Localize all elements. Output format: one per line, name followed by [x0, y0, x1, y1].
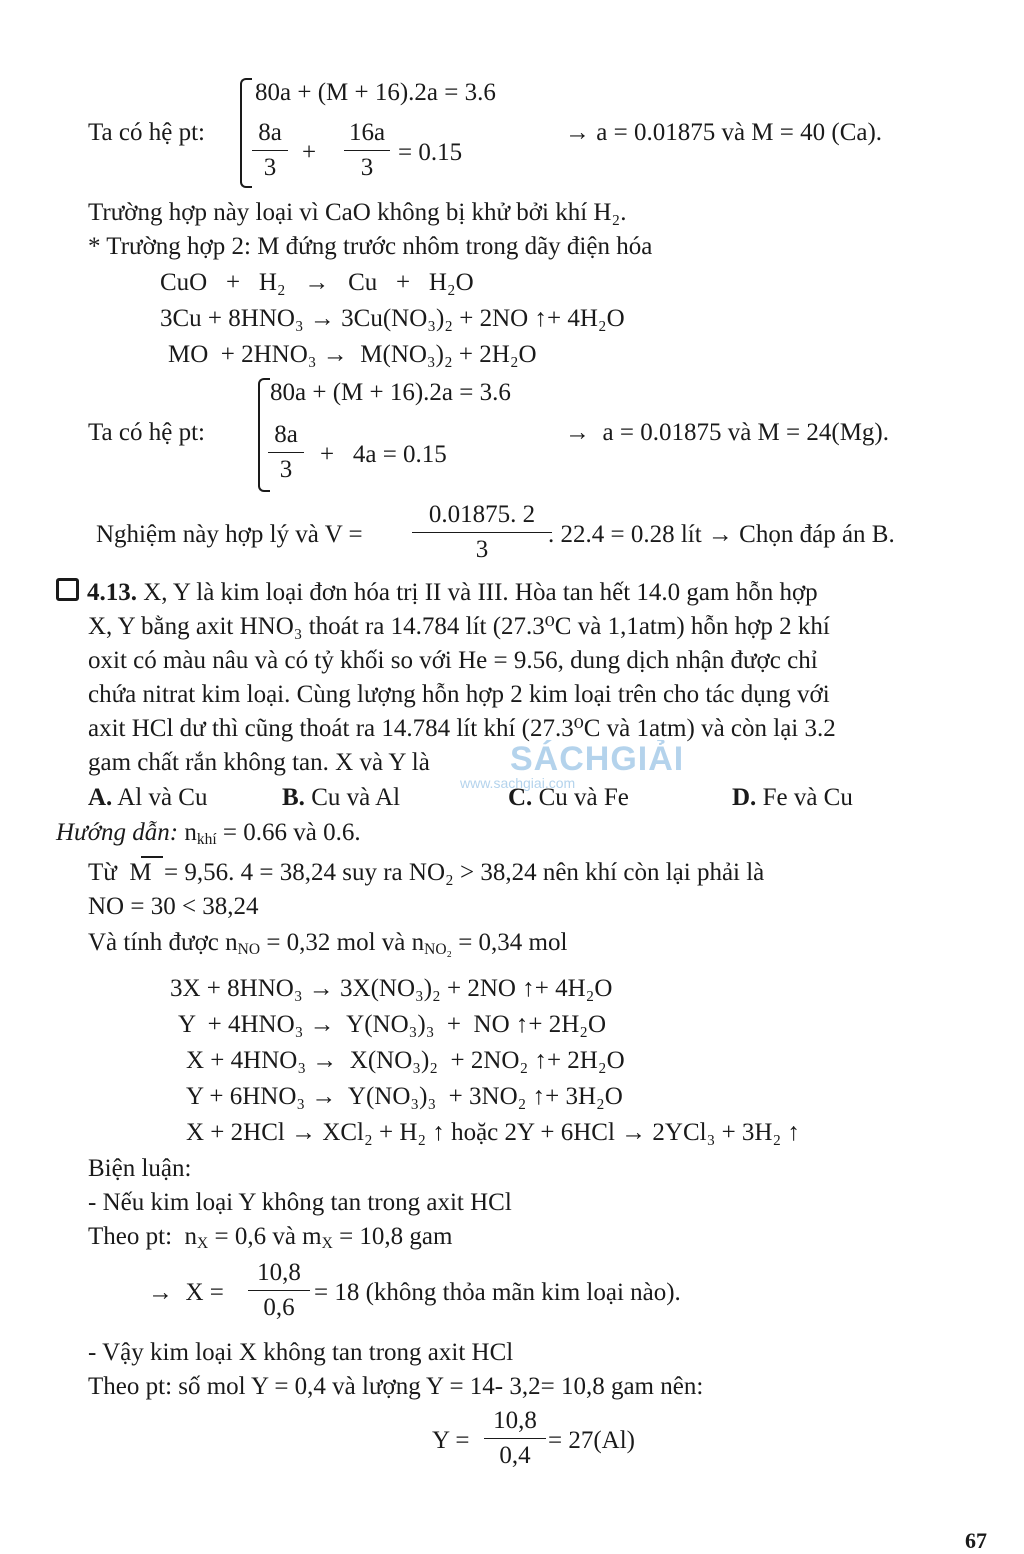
conclusion-suffix: . 22.4 = 0.28 lít → Chọn đáp án B.	[548, 521, 895, 548]
watermark-url: www.sachgiai.com	[460, 775, 576, 791]
reaction-line: X + 4HNO₃ → X(NO₃)₂ + 2NO₂ ↑+ 2H₂O	[186, 1047, 625, 1074]
equation-tail: + 4a = 0.15	[320, 441, 447, 468]
system-brace	[240, 78, 252, 188]
problem-number: 4.13.	[87, 579, 137, 606]
fraction-denominator: 3	[263, 154, 277, 181]
plus-sign: +	[302, 139, 317, 166]
fraction-numerator: 8a	[274, 421, 298, 448]
fraction	[412, 500, 552, 565]
calc-tail: = 18 (không thỏa mãn kim loại nào).	[314, 1279, 681, 1306]
reaction-line: X + 2HCl → XCl₂ + H₂ ↑ hoặc 2Y + 6HCl → 2YCl₃ + 3H₂ ↑	[186, 1119, 800, 1146]
text-line: NO = 30 < 38,24	[88, 893, 259, 920]
problem-text: chứa nitrat kim loại. Cùng lượng hỗn hợp 2 kim loại trên cho tác dụng với	[88, 681, 830, 708]
fraction-denominator: 0,4	[499, 1442, 531, 1469]
fraction-bar	[344, 150, 390, 151]
fraction	[484, 1406, 546, 1471]
option-c: C. Cu và Fe	[508, 784, 629, 811]
section-title: Biện luận:	[88, 1155, 192, 1182]
watermark-text: SÁCHGIẢI	[510, 740, 685, 778]
text-line: Trường hợp này loại vì CaO không bị khử bởi khí H₂.	[88, 199, 627, 226]
fraction-bar	[484, 1438, 546, 1439]
option-b: B. Cu và Al	[282, 784, 401, 811]
problem-text: oxit có màu nâu và có tỷ khối so với He = 9.56, dung dịch nhận được chỉ	[88, 647, 818, 674]
problem-text: X, Y là kim loại đơn hóa trị II và III. Hòa tan hết 14.0 gam hỗn hợp	[143, 579, 818, 606]
fraction-denominator: 3	[360, 154, 374, 181]
guide-line: Hướng dẫn: $n_{khí} = 0.66$ và 0.6.	[56, 819, 361, 848]
problem-text: gam chất rắn không tan. X và Y là	[88, 749, 430, 776]
guide-label: Hướng dẫn:	[56, 819, 179, 846]
text-line: Từ M = 9,56. 4 = 38,24 suy ra NO₂ > 38,24 nên khí còn lại phải là	[88, 859, 765, 886]
fraction-bar	[412, 532, 552, 533]
checkbox-icon	[56, 578, 79, 601]
system-equation: 80a + (M + 16).2a = 3.6	[270, 379, 511, 406]
reaction-line: CuO + H₂ → Cu + H₂O	[160, 269, 474, 296]
problem-text: X, Y bằng axit HNO₃ thoát ra 14.784 lít (27.3⁰C và 1,1atm) hỗn hợp 2 khí	[88, 613, 830, 640]
text-line: Theo pt: số mol Y = 0,4 và lượng Y = 14- 3,2= 10,8 gam nên:	[88, 1373, 704, 1400]
conclusion-prefix: Nghiệm này hợp lý và V =	[96, 521, 363, 548]
option-a: A. Al và Cu	[88, 784, 208, 811]
moles-line: Và tính được $n_{NO} = 0,32$ mol và $n_{NO_2} = 0,34$ mol	[88, 929, 568, 958]
reaction-line: 3Cu + 8HNO₃ → 3Cu(NO₃)₂ + 2NO ↑+ 4H₂O	[160, 305, 625, 332]
fraction-denominator: 3	[279, 456, 293, 483]
system-result: → a = 0.01875 và M = 40 (Ca).	[565, 119, 883, 146]
section-title: * Trường hợp 2: M đứng trước nhôm trong dãy điện hóa	[88, 233, 653, 260]
fraction-numerator: 0.01875. 2	[428, 501, 536, 528]
reaction-line: Y + 6HNO₃ → Y(NO₃)₃ + 3NO₂ ↑+ 3H₂O	[186, 1083, 623, 1110]
fraction-numerator: 10,8	[493, 1407, 537, 1434]
reaction-line: 3X + 8HNO₃ → 3X(NO₃)₂ + 2NO ↑+ 4H₂O	[170, 975, 613, 1002]
reaction-line: MO + 2HNO₃ → M(NO₃)₂ + 2H₂O	[168, 341, 537, 368]
problem-text: axit HCl dư thì cũng thoát ra 14.784 lít khí (27.3⁰C và 1atm) và còn lại 3.2	[88, 715, 836, 742]
equation-tail: = 0.15	[398, 139, 463, 166]
fraction-denominator: 0,6	[263, 1294, 295, 1321]
fraction	[268, 420, 304, 485]
calc-tail: = 27(Al)	[548, 1427, 635, 1454]
fraction-bar	[252, 150, 288, 151]
fraction-numerator: 8a	[258, 119, 282, 146]
system-result: → a = 0.01875 và M = 24(Mg).	[565, 419, 889, 446]
problem-header	[56, 578, 818, 608]
fraction	[344, 118, 390, 183]
fraction	[248, 1258, 310, 1323]
fraction-bar	[248, 1290, 310, 1291]
theo-line: Theo pt: $n_X = 0,6$ và $m_X = 10,8$ gam	[88, 1223, 453, 1252]
system-lead: Ta có hệ pt:	[88, 119, 205, 146]
calc-prefix: → X =	[148, 1279, 224, 1306]
system-equation: 80a + (M + 16).2a = 3.6	[255, 79, 496, 106]
fraction-denominator: 3	[475, 536, 489, 563]
text-line: - Nếu kim loại Y không tan trong axit HCl	[88, 1189, 512, 1216]
fraction-numerator: 10,8	[257, 1259, 301, 1286]
text-line: - Vậy kim loại X không tan trong axit HCl	[88, 1339, 514, 1366]
calc-prefix: Y =	[432, 1427, 470, 1454]
fraction-bar	[268, 452, 304, 453]
reaction-line: Y + 4HNO₃ → Y(NO₃)₃ + NO ↑+ 2H₂O	[178, 1011, 607, 1038]
fraction-numerator: 16a	[348, 119, 386, 146]
fraction	[252, 118, 288, 183]
system-lead: Ta có hệ pt:	[88, 419, 205, 446]
option-d: D. Fe và Cu	[732, 784, 853, 811]
page-number: 67	[965, 1528, 987, 1553]
overbar	[141, 856, 163, 858]
